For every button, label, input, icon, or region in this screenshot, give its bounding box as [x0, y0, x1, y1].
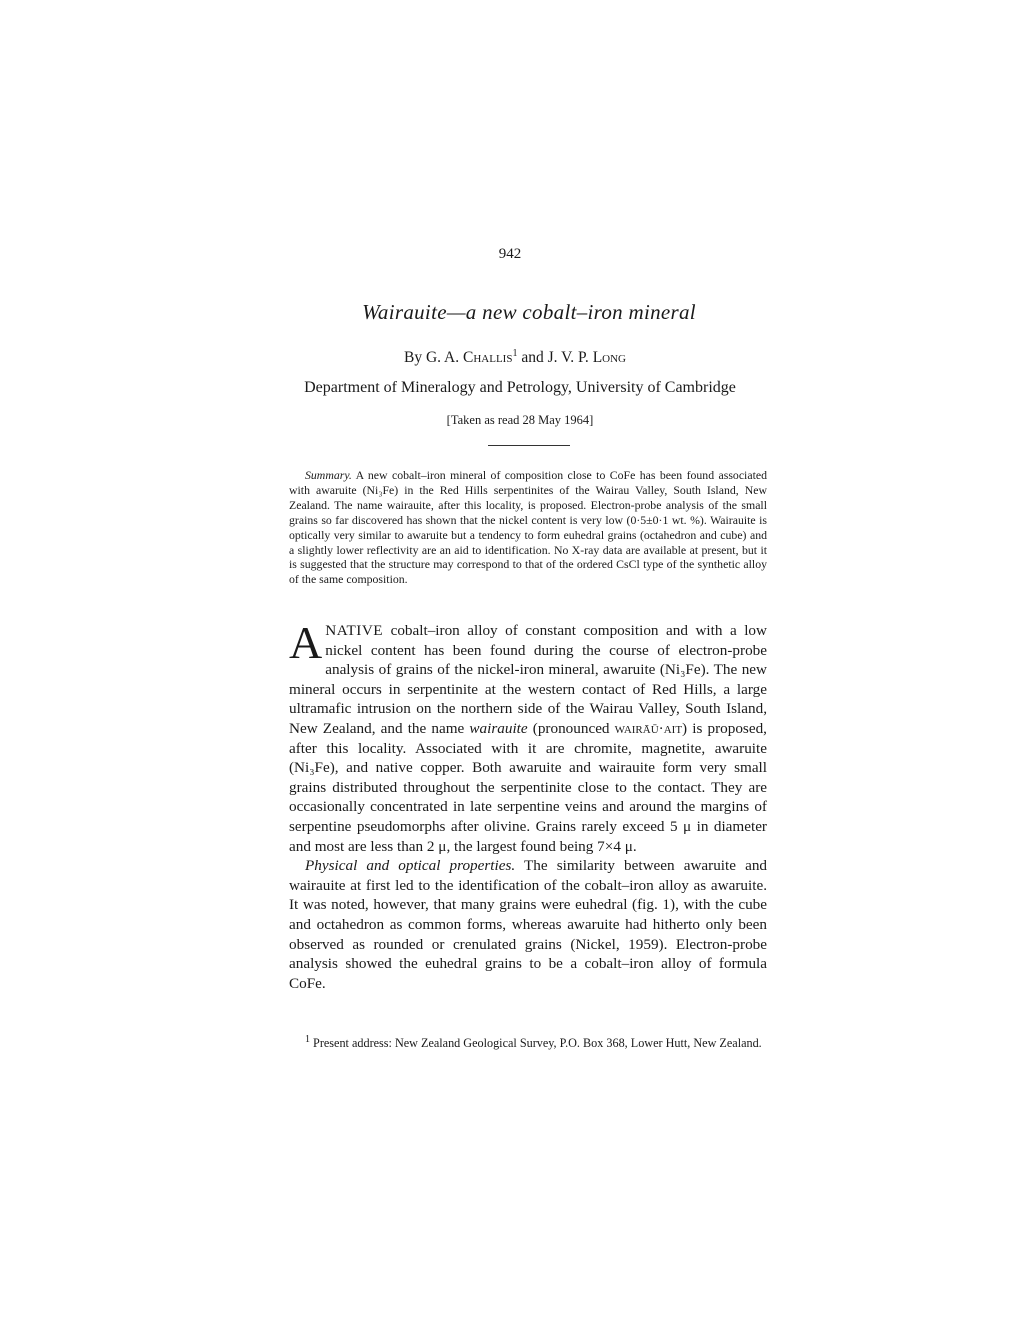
author1-surname: Challis	[463, 349, 513, 366]
author1-footnote-mark: 1	[512, 347, 518, 359]
footnote	[289, 1033, 767, 1052]
paragraph-2	[289, 856, 767, 993]
pronunciation: wairāū·ait	[614, 719, 683, 737]
summary	[289, 468, 767, 587]
affiliation: Department of Mineralogy and Petrology, University of Cambridge	[304, 379, 736, 396]
opening-caps: NATIVE	[325, 622, 384, 639]
summary-text: A new cobalt–iron mineral of composition close to CoFe has been found associated with awaruite (Ni₃Fe) in the Red Hills serpentinites of the Wairau Valley, South Island, New Zealand. The name wairauite, after this locality, is proposed. Electron-probe analysis of the small grains so far discovered has shown that the nickel content is very low (0·5±0·1 wt. %). Wairauite is optically very similar to awaruite but a tendency to form euhedral grains (octahedron and cube) and a slightly lower reflectivity are an aid to identification. No X-ray data are available at present, but it is suggested that the structure may correspond to that of the ordered CsCl type of the synthetic alloy of the same composition.	[289, 468, 767, 587]
received-date: [Taken as read 28 May 1964]	[446, 413, 594, 427]
body-text	[289, 617, 768, 993]
paragraph-1	[289, 617, 767, 856]
author2-surname: Long	[592, 349, 626, 366]
byline-joiner: and J. V. P.	[517, 349, 593, 366]
byline-prefix: By G. A.	[404, 349, 463, 366]
section-heading: Physical and optical properties.	[305, 857, 516, 875]
para1-part-b: (pronounced	[527, 719, 615, 737]
footnote-mark: 1	[305, 1033, 310, 1045]
para1-part-c: ) is proposed, after this locality. Associated with it are chromite, magnetite, awaruite (Ni₃Fe), and native copper. Both awaruite and wairauite form very small grains distributed throughout the serpentinite close to the contact. They are occasionally concentrated in late serpentine veins and around the margins of serpentine pseudomorphs after olivine. Grains rarely exceed 5 μ in diameter and most are less than 2 μ, the largest found being 7×4 μ.	[289, 719, 767, 855]
article-title: Wairauite—a new cobalt–iron mineral	[362, 300, 696, 324]
footnote-text: Present address: New Zealand Geological Survey, P.O. Box 368, Lower Hutt, New Zealand.	[310, 1036, 762, 1050]
para2-text: The similarity between awaruite and wairauite at first led to the identification of the cobalt–iron alloy as awaruite. It was noted, however, that many grains were euhedral (fig. 1), with the cube and octahedron as common forms, whereas awaruite had hitherto only been observed as rounded or crenulated grains (Nickel, 1959). Electron-probe analysis showed the euhedral grains to be a cobalt–iron alloy of formula CoFe.	[289, 857, 768, 992]
title-divider	[488, 445, 570, 446]
para1-part-a: cobalt–iron alloy of constant composition and with a low nickel content has been found during the course of electron-probe analysis of grains of the nickel-iron mineral, awaruite (Ni₃Fe). The new mineral occurs in serpentinite at the western contact of Red Hills, a large ultramafic intrusion on the northern side of the Wairau Valley, South Island, New Zealand, and the name	[289, 622, 767, 737]
byline	[0, 349, 1020, 367]
mineral-term: wairauite	[469, 719, 528, 737]
summary-label: Summary.	[305, 468, 352, 482]
drop-cap: A	[289, 617, 323, 668]
page-number: 942	[498, 246, 522, 262]
